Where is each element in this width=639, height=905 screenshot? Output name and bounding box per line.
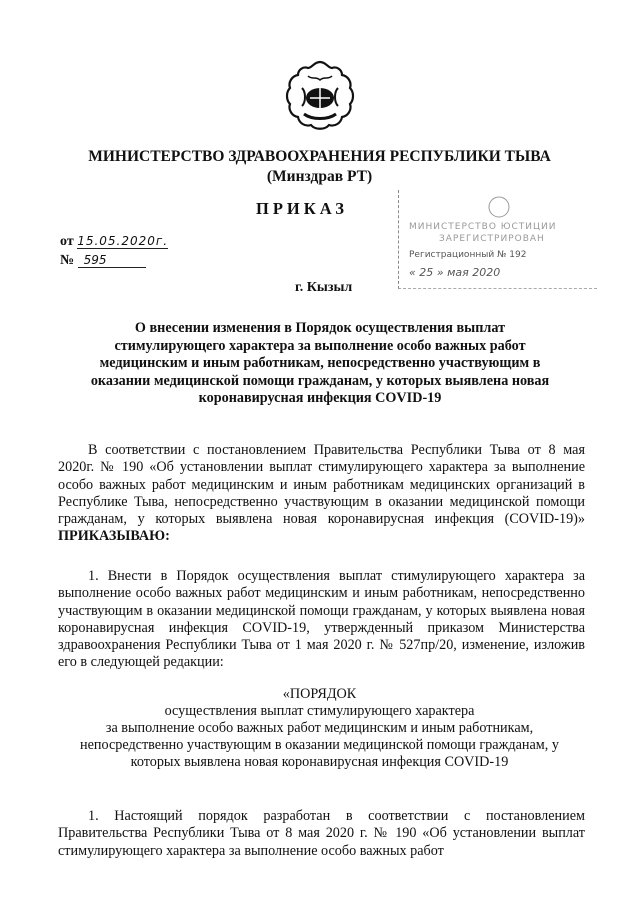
order-line-3: непосредственно участвующим в оказании медицинской помощи гражданам, у	[80, 737, 559, 753]
number-value: 595	[78, 253, 146, 268]
stamp-line-1: МИНИСТЕРСТВО ЮСТИЦИИ	[409, 222, 557, 232]
date-label: от	[60, 234, 74, 249]
ministry-header	[0, 147, 639, 187]
order-line-1: осуществления выплат стимулирующего характера	[164, 703, 475, 719]
city: г. Кызыл	[295, 280, 353, 295]
order-heading	[0, 686, 639, 771]
document-title: О внесении изменения в Порядок осуществления выплат стимулирующего характера за выполнение особо важных работ медицинским и иным работникам, непосредственно участвующим в оказании медицинской помощи гражданам, у которых выявлена новая коронавирусная инфекция COVID-19	[90, 320, 550, 406]
stamp-emblem-icon	[479, 194, 519, 220]
order-item-1-paragraph: 1. Настоящий порядок разработан в соответствии с постановлением Правительства Республики Тыва от 8 мая 2020 г. № 190 «Об установлении выплат стимулирующего характера за выполнение особо важных работ	[58, 808, 585, 859]
number-line	[60, 253, 146, 269]
item-1-paragraph: 1. Внести в Порядок осуществления выплат стимулирующего характера за выполнение особо важных работ медицинским и иным работникам, непосредственно участвующим в оказании медицинской помощи гражданам, у которых выявлена новая коронавирусная инфекция COVID-19, утвержденный приказом Министерства здравоохранения Республики Тыва от 1 мая 2020 г. № 527пр/20, изменение, изложив его в следующей редакции:	[58, 568, 585, 671]
document-type: ПРИКАЗ	[256, 199, 348, 218]
preamble-paragraph	[58, 442, 585, 546]
date-value: 15.05.2020г.	[77, 234, 169, 248]
ministry-short-name: (Минздрав РТ)	[266, 168, 373, 185]
stamp-line-4: « 25 » мая 2020	[409, 266, 501, 279]
stamp-line-2: ЗАРЕГИСТРИРОВАН	[439, 234, 545, 244]
preamble-text: В соответствии с постановлением Правительства Республики Тыва от 8 мая 2020г. № 190 «Об установлении выплат стимулирующего характера за выполнение особо важных работ медицинским и иным работникам медицинских организаций в Республике Тыва, непосредственно участвующим в оказании медицинской помощи гражданам, у которых выявлена новая коронавирусная инфекция (COVID-19)»	[58, 442, 585, 528]
ministry-name: МИНИСТЕРСТВО ЗДРАВООХРАНЕНИЯ РЕСПУБЛИКИ ТЫВА	[88, 148, 551, 165]
date-line	[60, 234, 168, 250]
coat-of-arms-emblem	[282, 58, 358, 134]
stamp-line-3: Регистрационный № 192	[409, 250, 527, 260]
prikazyvayu: ПРИКАЗЫВАЮ:	[58, 528, 170, 545]
order-line-4: которых выявлена новая коронавирусная инфекция COVID-19	[130, 754, 509, 770]
registration-stamp	[398, 190, 597, 289]
order-line-2: за выполнение особо важных работ медицинским и иным работникам,	[105, 720, 534, 736]
order-title: «ПОРЯДОК	[282, 686, 357, 702]
number-label: №	[60, 253, 75, 268]
